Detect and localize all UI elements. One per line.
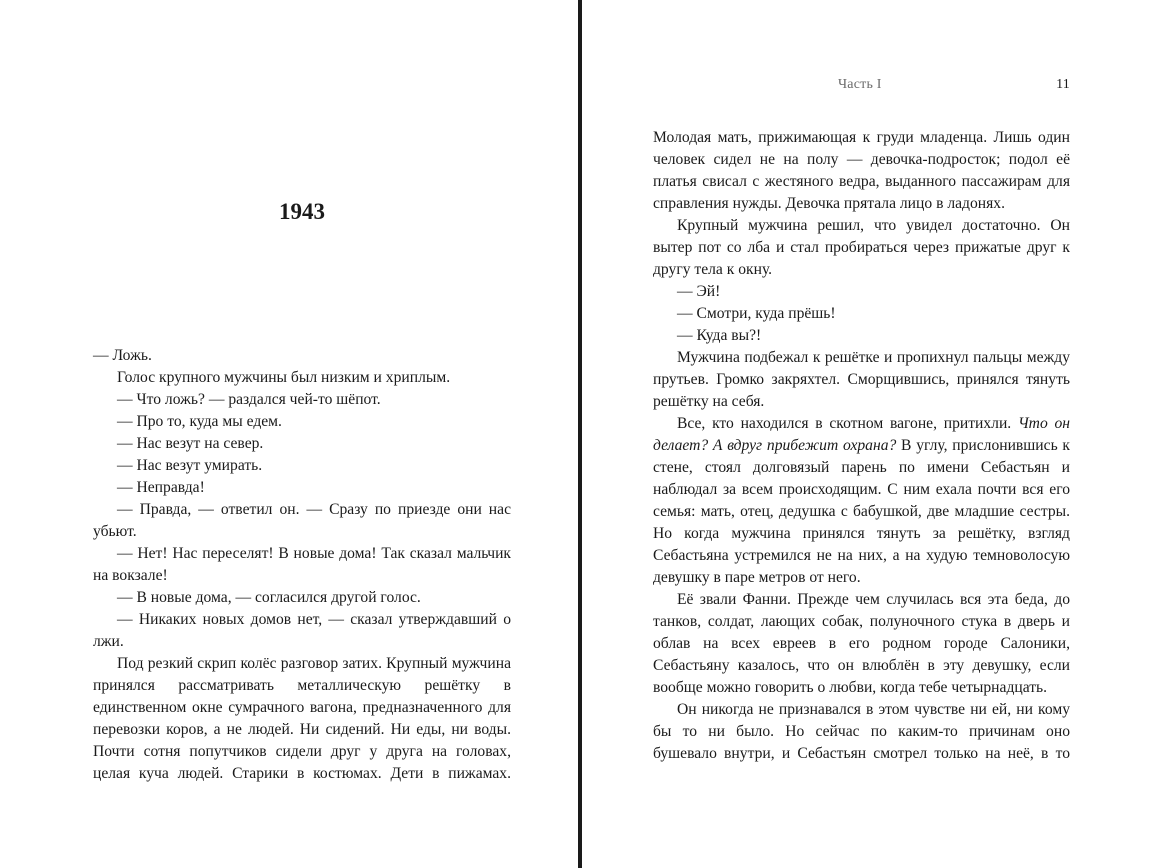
- paragraph: — Про то, куда мы едем.: [117, 413, 282, 430]
- paragraph: Под резкий скрип колёс разговор затих. Крупный мужчина принялся рассматривать металлическую решётку в единственном окне сумрачного вагона, предназначенного для перевозки коров, а не людей. Ни сидений. Ни еды, ни воды. Почти сотня попутчиков сидели друг у друга на головах, целая куча людей. Старики в костюмах. Дети в пижамах.: [93, 655, 511, 782]
- paragraph-text: Все, кто находился в скотном вагоне, притихли.: [677, 415, 1018, 432]
- paragraph: — Никаких новых домов нет, — сказал утверждавший о лжи.: [93, 611, 511, 650]
- paragraph: Он никогда не признавался в этом чувстве ни ей, ни кому бы то ни было. Но сейчас по каким-то причинам оно бушевало внутри, и Себастьян смотрел только на неё, в то: [653, 701, 1070, 762]
- italic-thought: Что он делает? А вдруг прибежит охрана?: [653, 415, 1071, 454]
- paragraph: — Нас везут умирать.: [117, 457, 263, 474]
- paragraph: — Нет! Нас переселят! В новые дома! Так сказал мальчик на вокзале!: [93, 545, 511, 584]
- paragraph-text: В углу, прислонившись к стене, стоял долговязый парень по имени Себастьян и наблюдал за всем происходящим. С ним ехала почти вся его семья: мать, отец, дедушка с бабушкой, две младшие сестры. Но когда мужчина принялся тянуть за решётку, взгляд Себастьяна устремился не на них, а на худую темноволосую девушку в паре метров от него.: [653, 437, 1070, 586]
- page-number: 11: [1056, 77, 1070, 92]
- paragraph: — Ложь.: [93, 347, 152, 364]
- right-page-text: [653, 127, 1070, 765]
- book-spine: [578, 0, 582, 868]
- paragraph: — Правда, — ответил он. — Сразу по приезде они нас убьют.: [93, 501, 511, 540]
- chapter-title: 1943: [279, 199, 325, 224]
- paragraph: — Куда вы?!: [677, 327, 762, 344]
- paragraph: Крупный мужчина решил, что увидел достаточно. Он вытер пот со лба и стал пробираться через прижатые друг к другу тела к окну.: [653, 217, 1070, 278]
- paragraph: Мужчина подбежал к решётке и пропихнул пальцы между прутьев. Громко закряхтел. Сморщившись, принялся тянуть решётку на себя.: [653, 349, 1070, 410]
- running-head: Часть I: [838, 77, 882, 92]
- paragraph: Голос крупного мужчины был низким и хриплым.: [117, 369, 451, 386]
- paragraph: — Эй!: [677, 283, 721, 300]
- paragraph: — В новые дома, — согласился другой голос.: [117, 589, 421, 606]
- right-page: [653, 0, 1070, 868]
- paragraph: [653, 413, 1070, 589]
- paragraph: — Неправда!: [117, 479, 205, 496]
- left-page-text: [93, 345, 511, 785]
- paragraph: — Что ложь? — раздался чей-то шёпот.: [117, 391, 381, 408]
- left-page: [93, 0, 511, 868]
- paragraph: Молодая мать, прижимающая к груди младенца. Лишь один человек сидел не на полу — девочка-подросток; подол её платья свисал с жестяного ведра, выданного пассажирам для справления нужды. Девочка прятала лицо в ладонях.: [653, 129, 1070, 212]
- paragraph: — Смотри, куда прёшь!: [677, 305, 836, 322]
- paragraph: — Нас везут на север.: [117, 435, 264, 452]
- paragraph: Её звали Фанни. Прежде чем случилась вся эта беда, до танков, солдат, лающих собак, полуночного стука в дверь и облав на всех евреев в его родном городе Салоники, Себастьяну казалось, что он влюблён в эту девушку, если вообще можно говорить о любви, когда тебе четырнадцать.: [653, 591, 1070, 696]
